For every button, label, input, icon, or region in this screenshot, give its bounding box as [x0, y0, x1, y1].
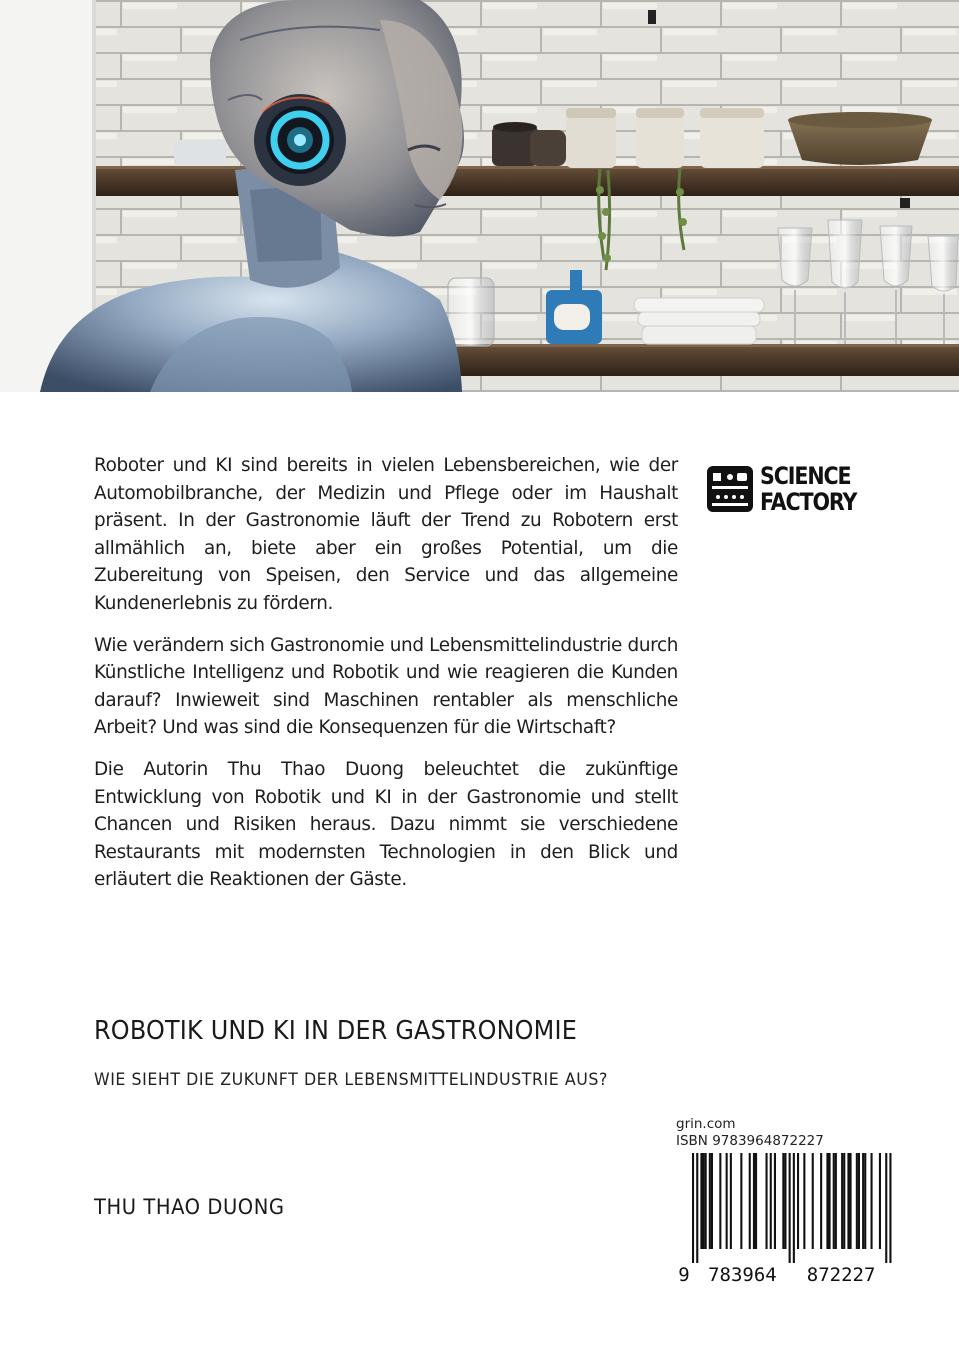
- barcode-bar: [789, 1153, 791, 1263]
- barcode-bar: [885, 1153, 887, 1263]
- barcode-bar: [749, 1153, 751, 1249]
- publisher-name-line2: FACTORY: [760, 488, 857, 516]
- isbn-barcode-box: [672, 1113, 902, 1293]
- barcode-bar: [826, 1153, 828, 1249]
- barcode-digits-right: 872227: [806, 1264, 876, 1286]
- barcode-bar: [862, 1153, 864, 1249]
- barcode-bar: [850, 1153, 852, 1249]
- blurb-paragraph: Die Autorin Thu Thao Duong beleuchtet die zukünftige Entwicklung von Robotik und KI in der Gastronomie und stellt Chancen und Risiken heraus. Dazu nimmt sie verschiedene Restaurants mit modernsten Technologien in den Blick und erläutert die Reaktionen der Gäste.: [94, 758, 678, 891]
- book-subtitle: WIE SIEHT DIE ZUKUNFT DER LEBENSMITTELINDUSTRIE AUS?: [94, 1070, 608, 1090]
- book-author: THU THAO DUONG: [94, 1195, 285, 1219]
- barcode-bar: [709, 1153, 711, 1249]
- barcode-bar: [847, 1153, 849, 1249]
- barcode-bar: [705, 1153, 707, 1249]
- barcode-bar: [864, 1153, 866, 1249]
- barcode-bar: [856, 1153, 858, 1249]
- barcode-digit-first: 9: [678, 1264, 690, 1286]
- barcode: [672, 1153, 902, 1293]
- blurb-paragraph: Wie verändern sich Gastronomie und Lebensmittelindustrie durch Künstliche Intelligenz und Robotik und wie reagieren die Kunden darauf? Inwieweit sind Maschinen rentabler als menschliche Arbeit? Und was sind die Konsequenzen für die Wirtschaft?: [94, 634, 679, 739]
- barcode-bar: [719, 1153, 721, 1249]
- barcode-bar: [841, 1153, 843, 1249]
- barcode-bar: [797, 1153, 799, 1249]
- barcode-bar: [755, 1153, 757, 1249]
- barcode-bar: [753, 1153, 755, 1249]
- barcode-bar: [770, 1153, 772, 1249]
- publisher-name-line1: SCIENCE: [760, 462, 851, 490]
- barcode-bar: [843, 1153, 845, 1249]
- barcode-bar: [835, 1153, 837, 1249]
- barcode-bar: [782, 1153, 784, 1249]
- barcode-bar: [793, 1153, 795, 1263]
- barcode-bar: [703, 1153, 705, 1249]
- blurb: [94, 452, 678, 908]
- barcode-bar: [889, 1153, 891, 1263]
- book-title: ROBOTIK UND KI IN DER GASTRONOMIE: [94, 1016, 578, 1046]
- barcode-bar: [696, 1153, 698, 1263]
- barcode-bar: [833, 1153, 835, 1249]
- barcode-bar: [740, 1153, 742, 1249]
- barcode-bar: [774, 1153, 776, 1249]
- barcode-bar: [692, 1153, 694, 1263]
- barcode-bar: [726, 1153, 728, 1249]
- barcode-bar: [812, 1153, 814, 1249]
- publisher-name: [760, 463, 856, 515]
- publisher-logo: [706, 463, 876, 519]
- barcode-bar: [803, 1153, 805, 1249]
- blurb-paragraph: Roboter und KI sind bereits in vielen Lebensbereichen, wie der Automobilbranche, der Medizin und Pflege oder im Haushalt präsent. In der Gastronomie läuft der Trend zu Robotern erst allmählich an, biete aber ein großes Potential, um die Zubereitung von Speisen, den Service und das allgemeine Kundenerlebnis zu fördern.: [94, 455, 678, 614]
- publisher-website: grin.com: [676, 1116, 736, 1132]
- isbn-label: ISBN 9783964872227: [676, 1133, 824, 1149]
- barcode-bar: [829, 1153, 831, 1249]
- science-factory-logo-icon: [706, 465, 754, 513]
- barcode-bar: [730, 1153, 732, 1249]
- barcode-bar: [820, 1153, 822, 1249]
- barcode-bar: [711, 1153, 713, 1249]
- barcode-bar: [879, 1153, 881, 1249]
- barcode-bar: [858, 1153, 860, 1249]
- barcode-bar: [871, 1153, 873, 1249]
- barcode-digits-left: 783964: [708, 1264, 777, 1286]
- barcode-bar: [784, 1153, 786, 1249]
- barcode-bar: [700, 1153, 702, 1249]
- cover-illustration: [0, 0, 959, 392]
- barcode-bar: [766, 1153, 768, 1249]
